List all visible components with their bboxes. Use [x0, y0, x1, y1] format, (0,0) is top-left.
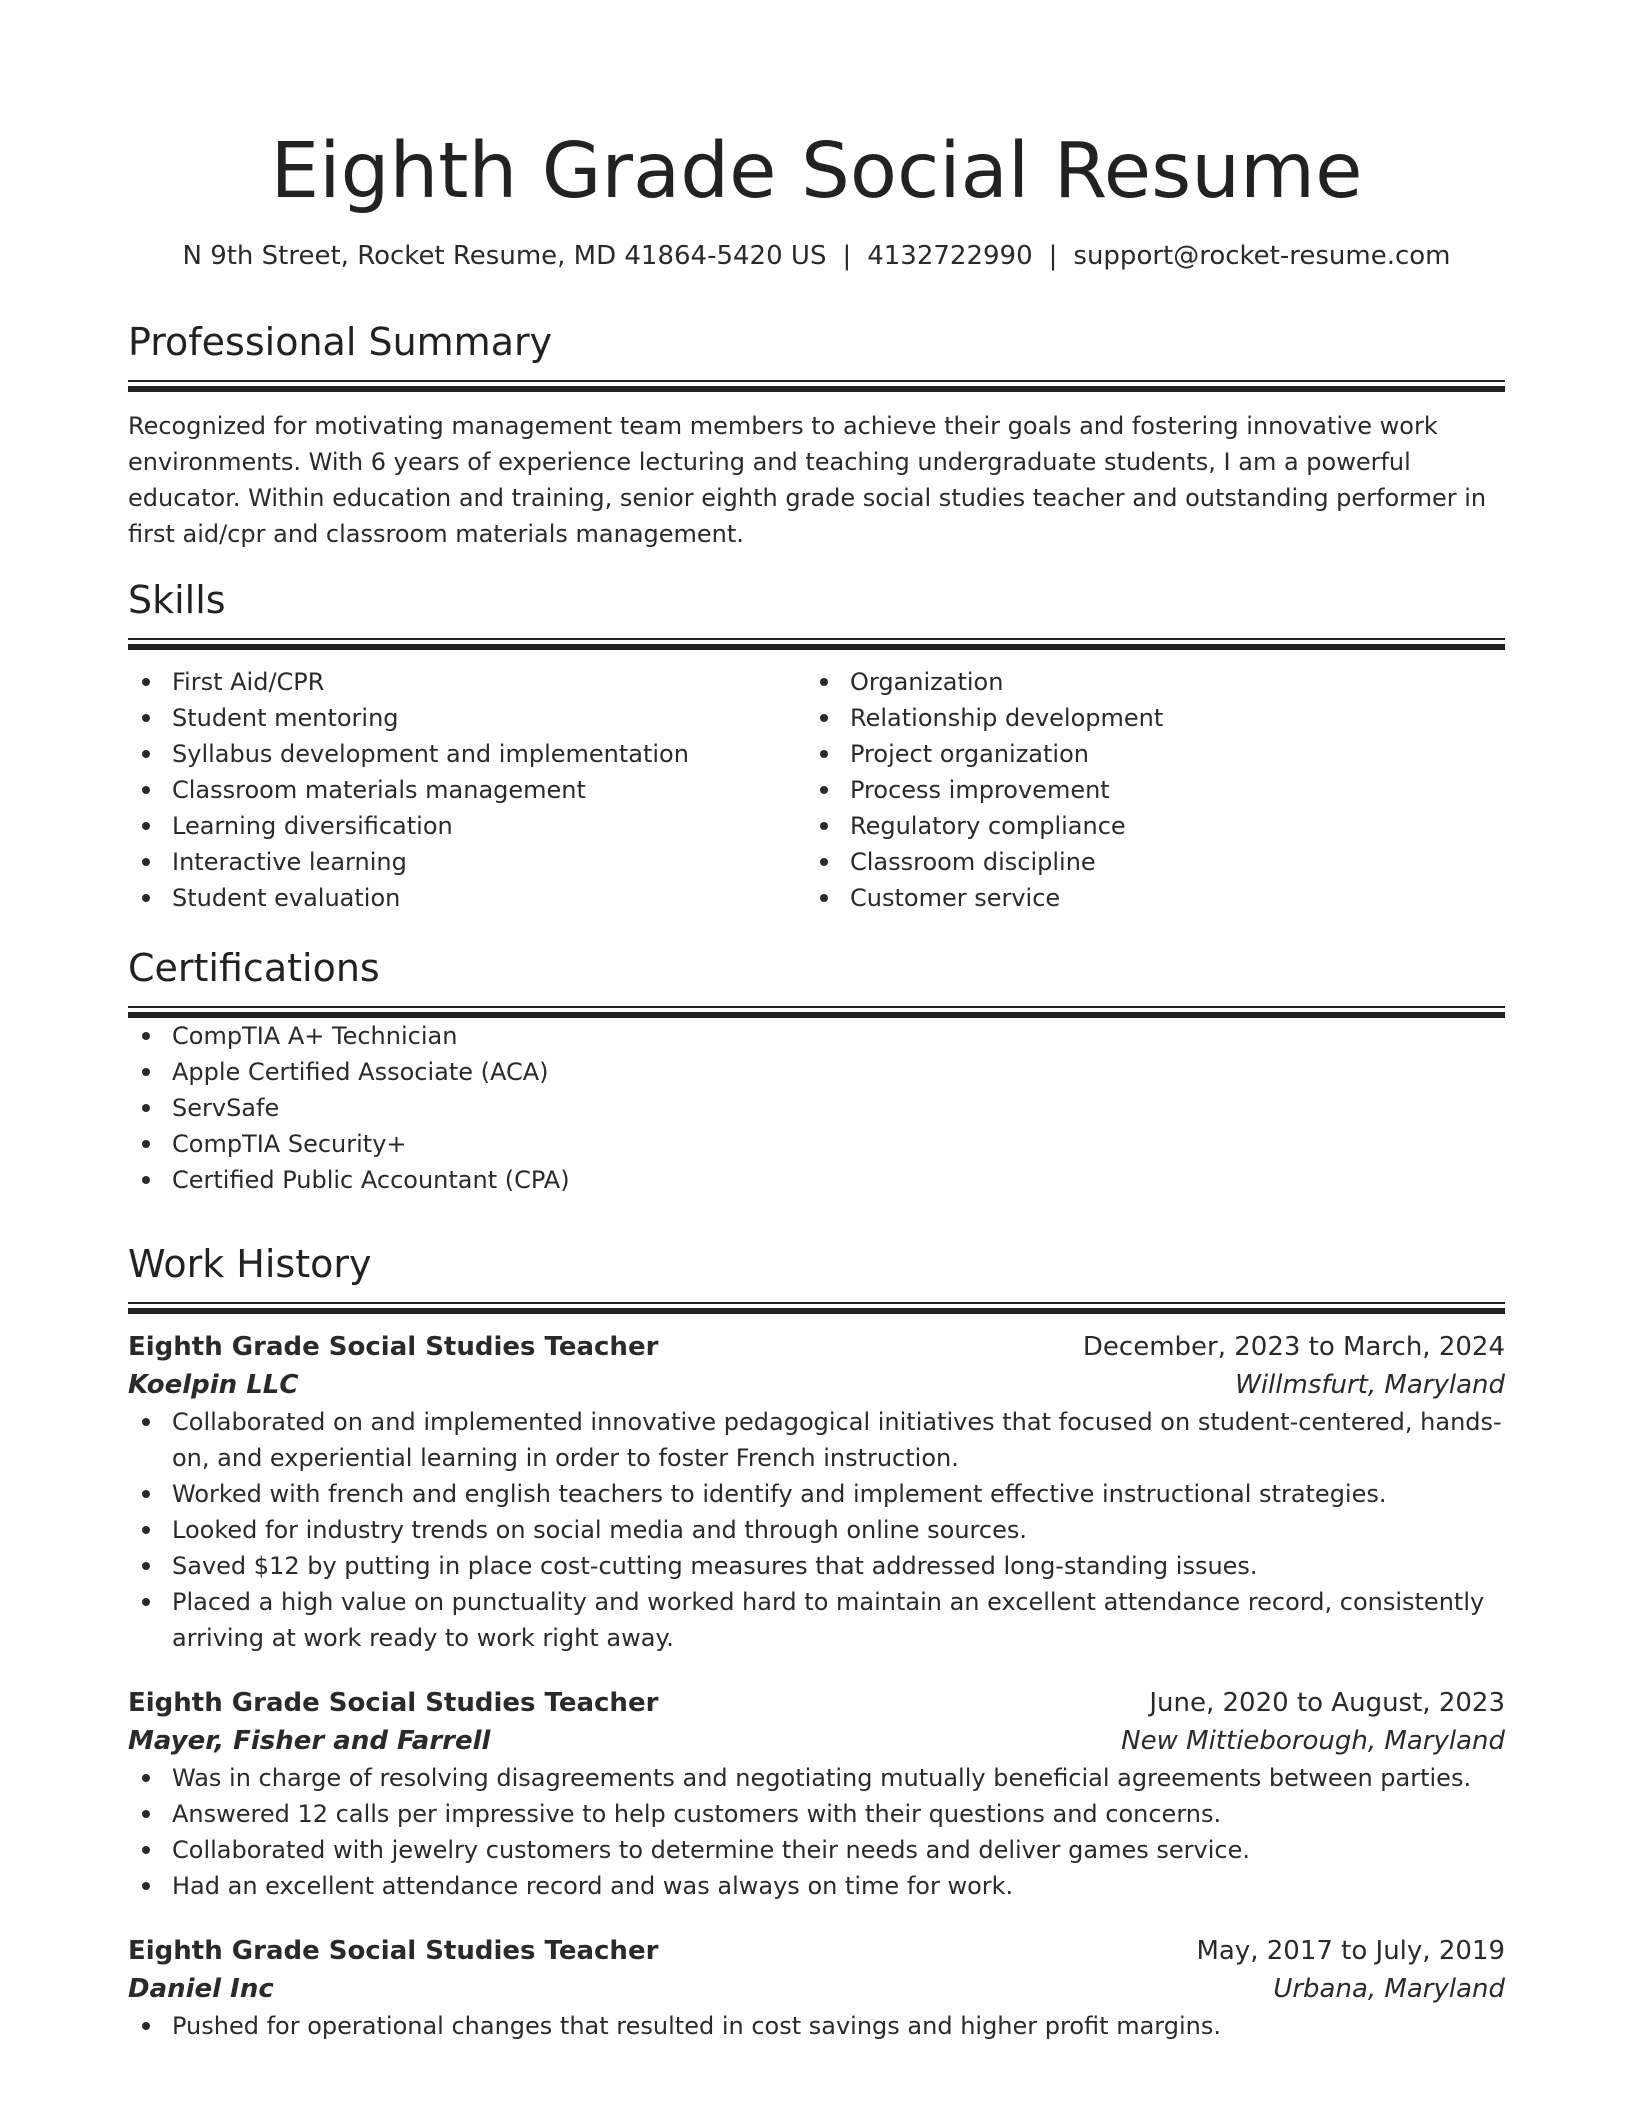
- skill-item: Syllabus development and implementation: [128, 736, 806, 772]
- job-entry: [128, 1684, 1505, 1904]
- skill-item: First Aid/CPR: [128, 664, 806, 700]
- certifications-section: [128, 944, 1505, 1198]
- skill-item: Student evaluation: [128, 880, 806, 916]
- section-title-skills: Skills: [128, 578, 226, 622]
- job-company: Daniel Inc: [128, 1974, 274, 2004]
- job-location: New Mittieborough, Maryland: [1121, 1726, 1505, 1756]
- job-dates: June, 2020 to August, 2023: [1149, 1688, 1505, 1718]
- contact-separator: |: [1048, 241, 1058, 271]
- job-bullet-list: [128, 1404, 1505, 1656]
- job-title: Eighth Grade Social Studies Teacher: [128, 1688, 659, 1718]
- job-bullet: Was in charge of resolving disagreements and negotiating mutually beneficial agreements between parties.: [128, 1760, 1505, 1796]
- skill-item: Classroom discipline: [806, 844, 1484, 880]
- skills-columns: [128, 664, 1505, 916]
- skills-column-left: [128, 664, 806, 916]
- section-title-summary: Professional Summary: [128, 320, 553, 364]
- resume-name: Eighth Grade Social Resume: [270, 127, 1363, 216]
- job-dates: May, 2017 to July, 2019: [1196, 1936, 1505, 1966]
- job-bullet-list: [128, 1760, 1505, 1904]
- skill-item: Student mentoring: [128, 700, 806, 736]
- section-title-work-history: Work History: [128, 1242, 372, 1286]
- skills-section: [128, 576, 1505, 916]
- skill-item: Organization: [806, 664, 1484, 700]
- section-title-certifications: Certifications: [128, 946, 380, 990]
- certification-item: ServSafe: [128, 1090, 1505, 1126]
- section-divider: [128, 1302, 1505, 1314]
- job-bullet: Saved $12 by putting in place cost-cutting measures that addressed long-standing issues.: [128, 1548, 1505, 1584]
- section-divider: [128, 1006, 1505, 1018]
- skill-item: Learning diversification: [128, 808, 806, 844]
- job-bullet-list: [128, 2008, 1505, 2044]
- contact-address: N 9th Street, Rocket Resume, MD 41864-5420 US: [182, 241, 827, 271]
- job-bullet: Collaborated on and implemented innovative pedagogical initiatives that focused on student-centered, hands-on, and experiential learning in order to foster French instruction.: [128, 1404, 1505, 1476]
- contact-phone: 4132722990: [867, 241, 1033, 271]
- job-location: Urbana, Maryland: [1273, 1974, 1505, 2004]
- job-entry: [128, 1932, 1505, 2044]
- skill-item: Customer service: [806, 880, 1484, 916]
- job-bullet: Looked for industry trends on social media and through online sources.: [128, 1512, 1505, 1548]
- job-dates: December, 2023 to March, 2024: [1082, 1332, 1505, 1362]
- job-bullet: Collaborated with jewelry customers to determine their needs and deliver games service.: [128, 1832, 1505, 1868]
- job-title: Eighth Grade Social Studies Teacher: [128, 1936, 659, 1966]
- skill-item: Regulatory compliance: [806, 808, 1484, 844]
- skills-column-right: [806, 664, 1484, 916]
- work-history-section: [128, 1240, 1505, 2044]
- section-divider: [128, 380, 1505, 392]
- job-bullet: Pushed for operational changes that resulted in cost savings and higher profit margins.: [128, 2008, 1505, 2044]
- certification-item: Apple Certified Associate (ACA): [128, 1054, 1505, 1090]
- certification-item: CompTIA Security+: [128, 1126, 1505, 1162]
- skill-item: Relationship development: [806, 700, 1484, 736]
- certification-item: CompTIA A+ Technician: [128, 1018, 1505, 1054]
- job-bullet: Had an excellent attendance record and was always on time for work.: [128, 1868, 1505, 1904]
- summary-text: Recognized for motivating management team members to achieve their goals and fostering innovative work environments. With 6 years of experience lecturing and teaching undergraduate students, I am a powerful educator. Within education and training, senior eighth grade social studies teacher and outstanding performer in first aid/cpr and classroom materials management.: [128, 412, 1487, 548]
- job-location: Willmsfurt, Maryland: [1235, 1370, 1505, 1400]
- job-bullet: Placed a high value on punctuality and worked hard to maintain an excellent attendance record, consistently arriving at work ready to work right away.: [128, 1584, 1505, 1656]
- contact-email: support@rocket-resume.com: [1073, 241, 1451, 271]
- job-company: Koelpin LLC: [128, 1370, 299, 1400]
- job-title: Eighth Grade Social Studies Teacher: [128, 1332, 659, 1362]
- summary-section: [128, 318, 1505, 552]
- job-entry: [128, 1328, 1505, 1656]
- skill-item: Classroom materials management: [128, 772, 806, 808]
- skill-item: Interactive learning: [128, 844, 806, 880]
- job-bullet: Answered 12 calls per impressive to help customers with their questions and concerns.: [128, 1796, 1505, 1832]
- job-bullet: Worked with french and english teachers to identify and implement effective instructional strategies.: [128, 1476, 1505, 1512]
- contact-separator: |: [842, 241, 852, 271]
- contact-line: [128, 238, 1505, 274]
- skill-item: Project organization: [806, 736, 1484, 772]
- job-company: Mayer, Fisher and Farrell: [128, 1726, 491, 1756]
- certification-item: Certified Public Accountant (CPA): [128, 1162, 1505, 1198]
- section-divider: [128, 638, 1505, 650]
- skill-item: Process improvement: [806, 772, 1484, 808]
- certification-list: [128, 1018, 1505, 1198]
